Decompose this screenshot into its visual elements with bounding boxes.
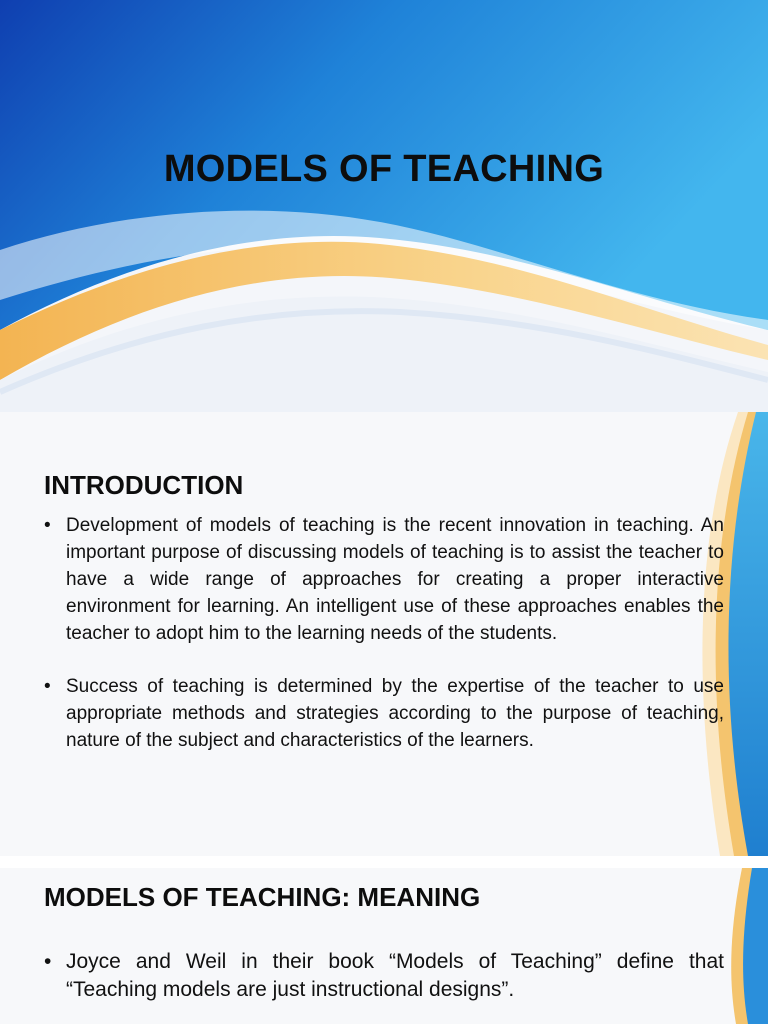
wave-background <box>0 0 768 412</box>
list-item: • Development of models of teaching is the recent innovation in teaching. An important purpose of discussing models of teaching is to assist the teacher to have a wide range of approaches for creating a proper interactive environment for learning. An intelligent use of these approaches enables the teacher to adopt him to the learning needs of the students. <box>44 515 724 644</box>
meaning-slide <box>0 868 768 1024</box>
introduction-heading: INTRODUCTION <box>44 470 244 500</box>
introduction-bullet-list <box>44 512 724 754</box>
title-slide <box>0 0 768 412</box>
list-item: • Joyce and Weil in their book “Models of Teaching” define that “Teaching models are just instructional designs”. <box>44 950 724 1001</box>
list-item: • Success of teaching is determined by the expertise of the teacher to use appropriate methods and strategies according to the purpose of teaching, nature of the subject and characteristics of the learners. <box>44 676 724 751</box>
slide-title: MODELS OF TEACHING <box>163 148 605 190</box>
meaning-bullet-list <box>44 948 724 1004</box>
meaning-heading: MODELS OF TEACHING: MEANING <box>44 882 481 912</box>
introduction-slide <box>0 412 768 856</box>
slide-divider <box>0 856 768 868</box>
